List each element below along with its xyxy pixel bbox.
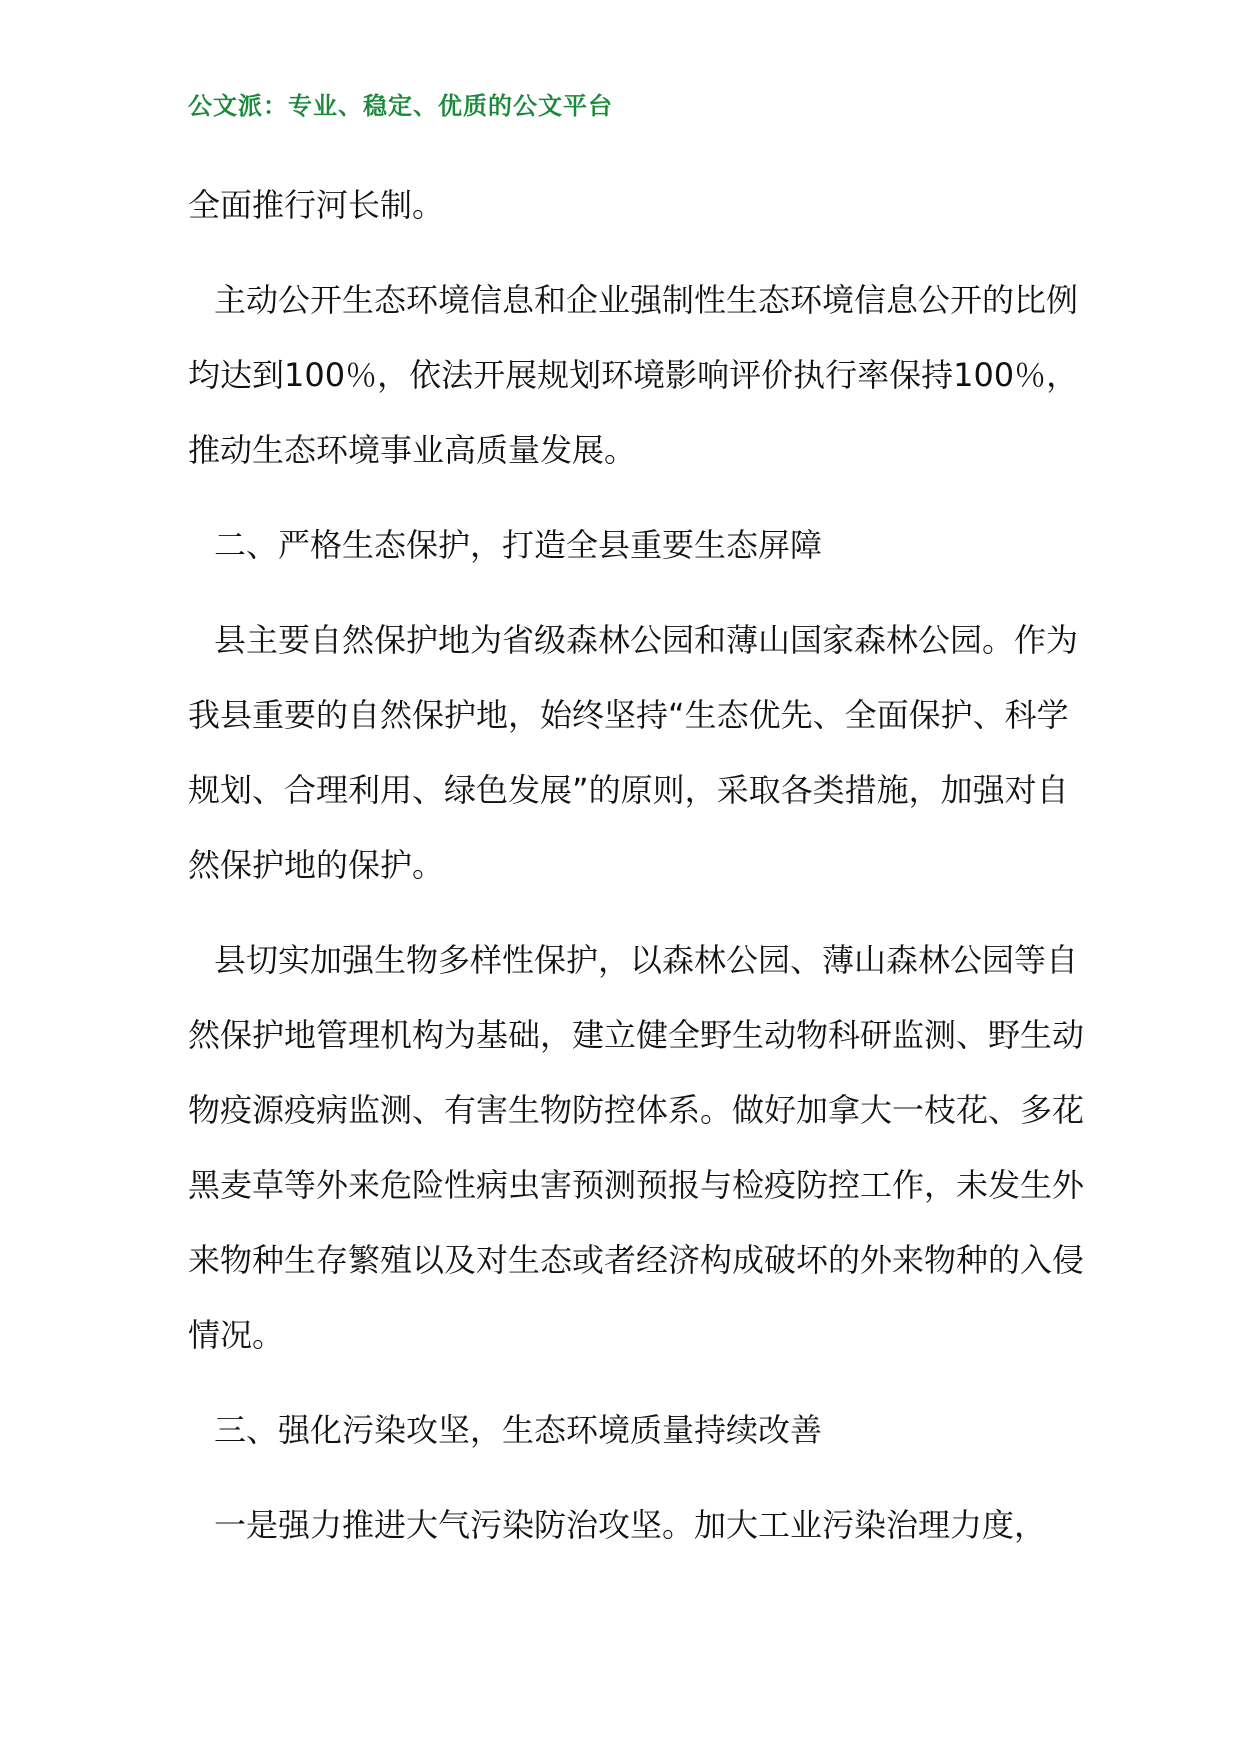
section-heading-pollution-control: 三、强化污染攻坚，生态环境质量持续改善 <box>214 1411 823 1449</box>
paragraph-continuation: 全面推行河长制。 <box>188 186 445 224</box>
header-brand-text: 公文派：专业、稳定、优质的公文平台 <box>188 92 613 120</box>
document-body <box>188 168 1088 1583</box>
paragraph-air-pollution: 一是强力推进大气污染防治攻坚。加大工业污染治理力度， <box>214 1506 1047 1544</box>
paragraph-nature-reserves: 县主要自然保护地为省级森林公园和薄山国家森林公园。作为我县重要的自然保护地，始终坚持“生态优先、全面保护、科学规划、合理利用、绿色发展”的原则，采取各类措施，加强对自然保护地的保护。 <box>188 621 1079 884</box>
section-heading-ecological-protection: 二、严格生态保护，打造全县重要生态屏障 <box>214 526 823 564</box>
paragraph-biodiversity: 县切实加强生物多样性保护，以森林公园、薄山森林公园等自然保护地管理机构为基础，建立健全野生动物科研监测、野生动物疫源疫病监测、有害生物防控体系。做好加拿大一枝花、多花黑麦草等外来危险性病虫害预测预报与检疫防控工作，未发生外来物种生存繁殖以及对生态或者经济构成破坏的外来物种的入侵情况。 <box>188 941 1085 1354</box>
paragraph-info-disclosure: 主动公开生态环境信息和企业强制性生态环境信息公开的比例均达到100％，依法开展规划环境影响评价执行率保持100％，推动生态环境事业高质量发展。 <box>188 281 1079 469</box>
